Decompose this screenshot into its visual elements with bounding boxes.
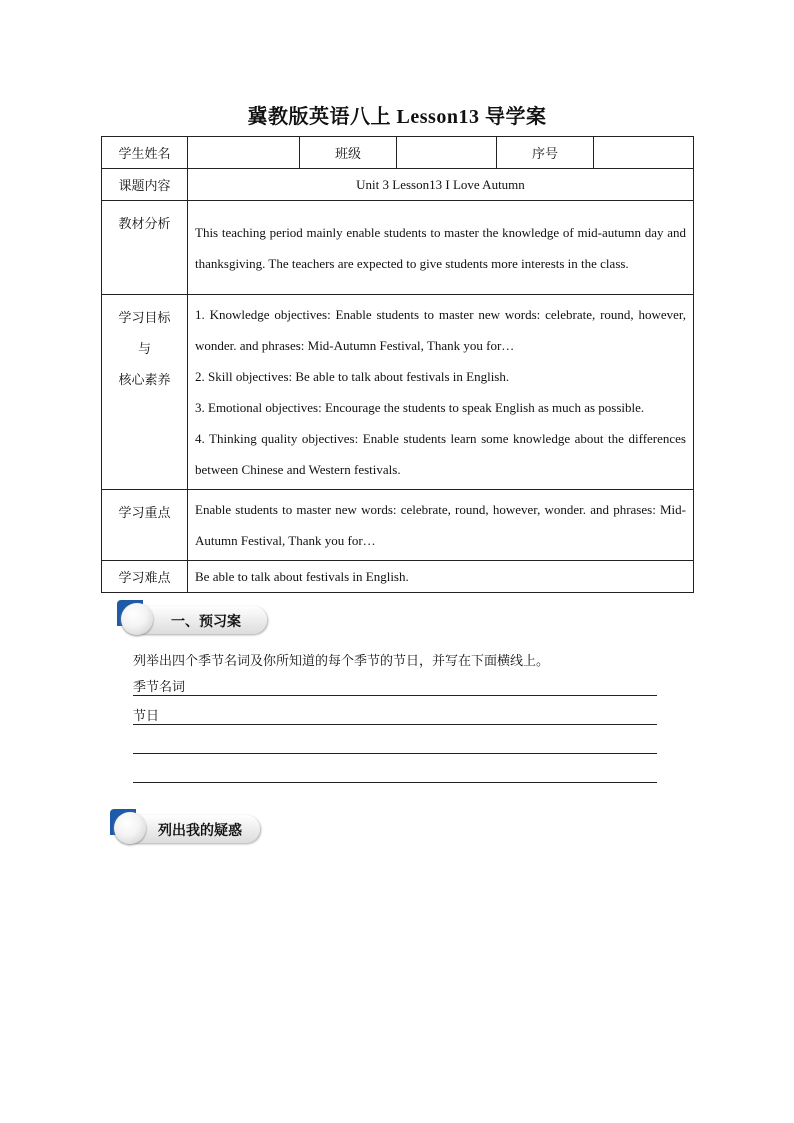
objectives-label-line-2: 与 xyxy=(137,342,151,357)
lesson-info-table xyxy=(101,136,694,593)
key-points-text: Enable students to master new words: celebrate, round, however, wonder. and phrases: Mid-Autumn Festival, Thank you for… xyxy=(188,490,694,561)
class-label: 班级 xyxy=(300,137,397,169)
objective-item: 4. Thinking quality objectives: Enable students learn some knowledge about the differences between Chinese and Western festivals. xyxy=(195,431,686,477)
blank-answer-line[interactable] xyxy=(133,763,657,783)
questions-section-heading xyxy=(110,809,270,849)
objectives-label-line-3: 核心素养 xyxy=(118,373,171,388)
seat-number-field[interactable] xyxy=(594,137,694,169)
preview-section-heading xyxy=(117,600,277,640)
answer-rule xyxy=(133,695,657,696)
seat-number-label: 序号 xyxy=(497,137,594,169)
festival-answer-line[interactable] xyxy=(133,705,657,725)
analysis-label: 教材分析 xyxy=(102,201,188,295)
objectives-text xyxy=(188,295,694,490)
questions-heading-text: 列出我的疑惑 xyxy=(158,823,242,839)
difficulties-label: 学习难点 xyxy=(102,561,188,593)
season-label: 季节名词 xyxy=(133,676,185,695)
answer-rule xyxy=(133,724,657,725)
section-ball-icon xyxy=(121,603,153,635)
class-field[interactable] xyxy=(397,137,497,169)
season-answer-line[interactable] xyxy=(133,676,657,696)
objective-item: 2. Skill objectives: Be able to talk about festivals in English. xyxy=(195,369,510,384)
topic-label: 课题内容 xyxy=(102,169,188,201)
preview-heading-text: 一、预习案 xyxy=(171,614,241,630)
key-points-label: 学习重点 xyxy=(102,490,188,561)
preview-instruction: 列举出四个季节名词及你所知道的每个季节的节日，并写在下面横线上。 xyxy=(133,654,550,669)
objectives-label-line-1: 学习目标 xyxy=(118,311,171,326)
objective-item: 1. Knowledge objectives: Enable students to master new words: celebrate, round, however, wonder. and phrases: Mid-Autumn Festival, Thank you for… xyxy=(195,307,686,353)
answer-rule xyxy=(133,782,657,783)
answer-rule xyxy=(133,753,657,754)
analysis-text: This teaching period mainly enable students to master the knowledge of mid-autumn day and thanksgiving. The teachers are expected to give students more interests in the class. xyxy=(188,201,694,295)
difficulties-text: Be able to talk about festivals in English. xyxy=(188,561,694,593)
student-name-label: 学生姓名 xyxy=(102,137,188,169)
page-title: 冀教版英语八上 Lesson13 导学案 xyxy=(247,106,547,128)
topic-value: Unit 3 Lesson13 I Love Autumn xyxy=(188,169,694,201)
section-ball-icon xyxy=(114,812,146,844)
student-name-field[interactable] xyxy=(188,137,300,169)
festival-label: 节日 xyxy=(133,705,159,724)
objectives-label xyxy=(102,295,188,490)
blank-answer-line[interactable] xyxy=(133,734,657,754)
objective-item: 3. Emotional objectives: Encourage the students to speak English as much as possible. xyxy=(195,400,645,415)
